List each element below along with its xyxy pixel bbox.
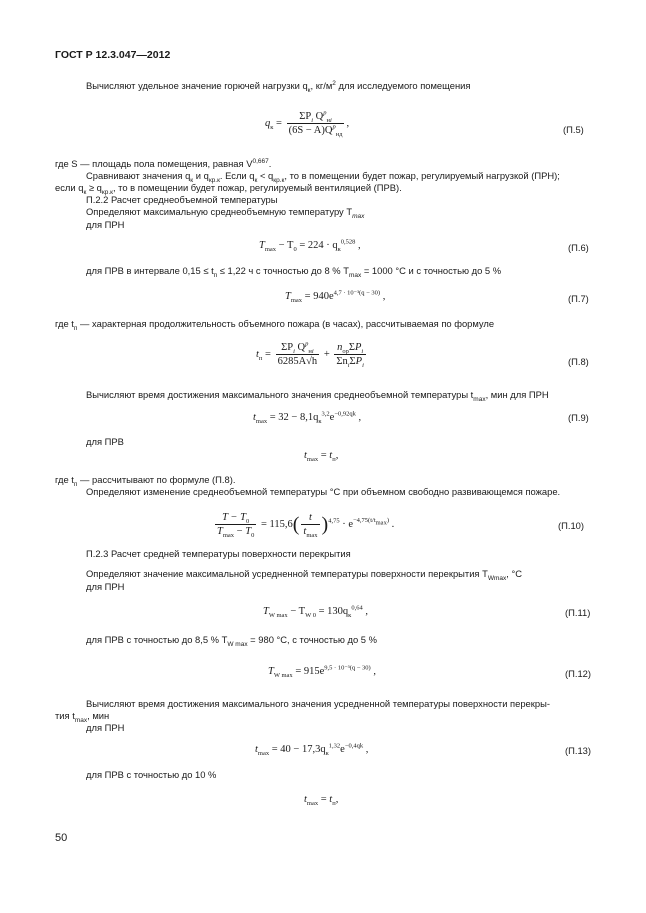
paragraph-specific-load: Вычисляют удельное значение горючей нагрузки $q_к$, $кг/м^2$ для исследуемого помещения <box>86 79 471 94</box>
formula-p8: $t_п$ = $\frac{\Sigma P_i Q^p_{нi}}{6285A√h}$ + $\frac{n_{ор}\Sigma P_i}{\Sigma n_i\Sigma P_i}$ <box>256 340 364 370</box>
section-heading-p22: П.2.2 Расчет среднеобъемной температуры <box>86 194 278 205</box>
compare-line-2: если $q_к \ge q_{кр.к}$, то в помещении будет пожар, регулируемый вентиляцией (ПРВ). <box>55 182 402 196</box>
prv-85-line: для ПРВ с точностью до 8,5 % $T_{W max} = 980$ °С, с точностью до 5 % <box>86 634 377 648</box>
where-S-definition: где S — площадь пола помещения, равная V$^{0,667}$. <box>55 157 272 169</box>
equation-label-p5: (П.5) <box>563 124 584 135</box>
determine-surface: Определяют значение максимальной усредненной температуры поверхности перекрытия $T_{Wmax}$, °С <box>86 568 523 582</box>
formula-p6: $T_{max} - T_0 = 224 \cdot q_к^{0,528}$ , <box>259 238 361 254</box>
formula-p9: $t_{max} = 32 - 8,1q_к^{3,2}e^{-0,92qk}$ , <box>253 410 362 426</box>
formula-p10: $\frac{T - T_0}{T_{max} - T_0}$ = 115,6( $\frac{t}{t_{max}}$ )$^{4,75} \cdot e^{-4,75(t/t_{max})}$ . <box>217 512 395 540</box>
determine-tmax: Определяют максимальную среднеобъемную температуру $T_{max}$ <box>86 206 365 220</box>
where-tn-ref: где $t_п$ — рассчитывают по формуле (П.8). <box>55 474 236 488</box>
formula-tmax-eq-tn-2: $t_{max} = t_п$, <box>304 794 339 808</box>
determine-change: Определяют изменение среднеобъемной температуры °С при объемном свободно развивающемся пожаре. <box>86 486 561 497</box>
prv-interval-line: для ПРВ в интервале $0,15 \le t_п \le 1,22$ ч с точностью до 8 % $T_{max} = 1000$ °С и с точностью до 5 % <box>86 265 502 279</box>
calc-time2-line-2: тия $t_{max}$, мин <box>55 710 110 724</box>
formula-p12: $T_{W max} = 915e^{9,5 \cdot 10^{-3}(q - 30)}$ , <box>268 664 376 680</box>
equation-label-p6: (П.6) <box>568 242 589 253</box>
equation-label-p7: (П.7) <box>568 293 589 304</box>
formula-p11: $T_{W max} - T_{W 0} = 130q_к^{0,64}$ , <box>263 604 368 620</box>
formula-tmax-eq-tn: $t_{max} = t_п$, <box>304 450 339 464</box>
equation-label-p9: (П.9) <box>568 412 589 423</box>
calc-time-paragraph: Вычисляют время достижения максимального значения среднеобъемной температуры $t_{max}$, мин для ПРН <box>86 389 549 403</box>
for-prn-label-2: для ПРН <box>86 581 125 592</box>
prv-10-line: для ПРВ с точностью до 10 % <box>86 769 217 780</box>
calc-time2-line-1: Вычисляют время достижения максимального значения усредненной температуры поверхности перекры- <box>86 698 550 709</box>
formula-p5: $q_к$ = $\frac{\Sigma P_i Q^p_{нi}}{(6S - A)Q^p_{нд}}$ , <box>265 109 350 139</box>
equation-label-p10: (П.10) <box>558 520 585 531</box>
equation-label-p13: (П.13) <box>565 745 592 756</box>
for-prv-label: для ПРВ <box>86 436 124 447</box>
page-number: 50 <box>55 832 68 844</box>
for-prn-label: для ПРН <box>86 219 125 230</box>
equation-label-p8: (П.8) <box>568 356 589 367</box>
equation-label-p11: (П.11) <box>565 607 591 618</box>
where-tn-definition: где $t_п$ — характерная продолжительность объемного пожара (в часах), рассчитываемая по формуле <box>55 318 495 332</box>
page-header: ГОСТ Р 12.3.047—2012 <box>55 49 171 61</box>
formula-p7: $T_{max} = 940e^{4,7 \cdot 10^{-3}(q - 30)}$ , <box>285 289 386 305</box>
compare-line-1: Сравнивают значения $q_к$ и $q_{кр.к}$. Если $q_к < q_{кр.к}$, то в помещении будет пожар, регулируемый нагрузкой (ПРН); <box>86 170 560 184</box>
section-heading-p23: П.2.3 Расчет средней температуры поверхности перекрытия <box>86 548 351 559</box>
formula-p13: $t_{max} = 40 - 17,3q_к^{1,32}e^{-0,4qk}$ , <box>255 742 369 758</box>
equation-label-p12: (П.12) <box>565 668 592 679</box>
for-prn-label-3: для ПРН <box>86 722 125 733</box>
